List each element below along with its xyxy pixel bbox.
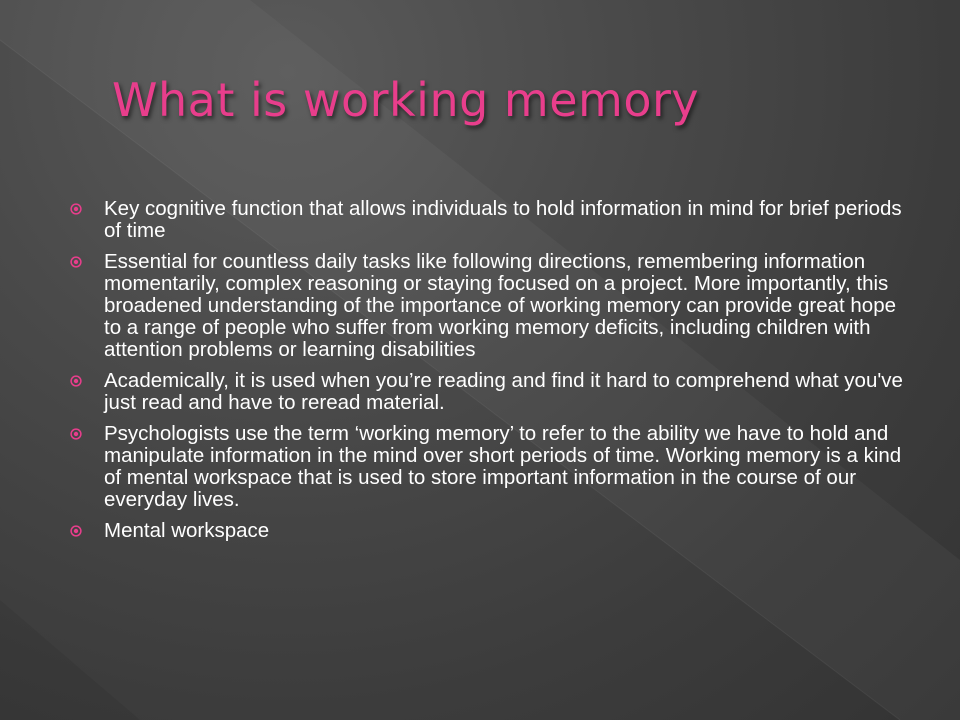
list-item: [66, 520, 912, 542]
list-item: [66, 423, 912, 511]
circled-dot-icon: [70, 375, 82, 387]
circled-dot-icon: [70, 256, 82, 268]
list-item: [66, 251, 912, 361]
bullet-text: Psychologists use the term ‘working memory’ to refer to the ability we have to hold and manipulate information in the mind over short periods of time. Working memory is a kind of mental workspace that is used to store important information in the course of our everyday lives.: [104, 422, 902, 511]
slide-title: What is working memory: [112, 73, 700, 127]
circled-dot-icon: [70, 203, 82, 215]
background-corner-shade: [0, 600, 140, 720]
bullet-text: Academically, it is used when you’re reading and find it hard to comprehend what you've just read and have to reread material.: [104, 369, 903, 414]
bullet-text: Mental workspace: [104, 519, 270, 542]
circled-dot-icon: [70, 525, 82, 537]
list-item: [66, 370, 912, 414]
bullet-list: [66, 198, 912, 551]
bullet-text: Key cognitive function that allows individuals to hold information in mind for brief periods of time: [104, 197, 902, 242]
circled-dot-icon: [70, 428, 82, 440]
list-item: [66, 198, 912, 242]
bullet-text: Essential for countless daily tasks like following directions, remembering information momentarily, complex reasoning or staying focused on a project. More importantly, this broadened understanding of the importance of working memory can provide great hope to a range of people who suffer from working memory deficits, including children with attention problems or learning disabilities: [104, 250, 897, 361]
